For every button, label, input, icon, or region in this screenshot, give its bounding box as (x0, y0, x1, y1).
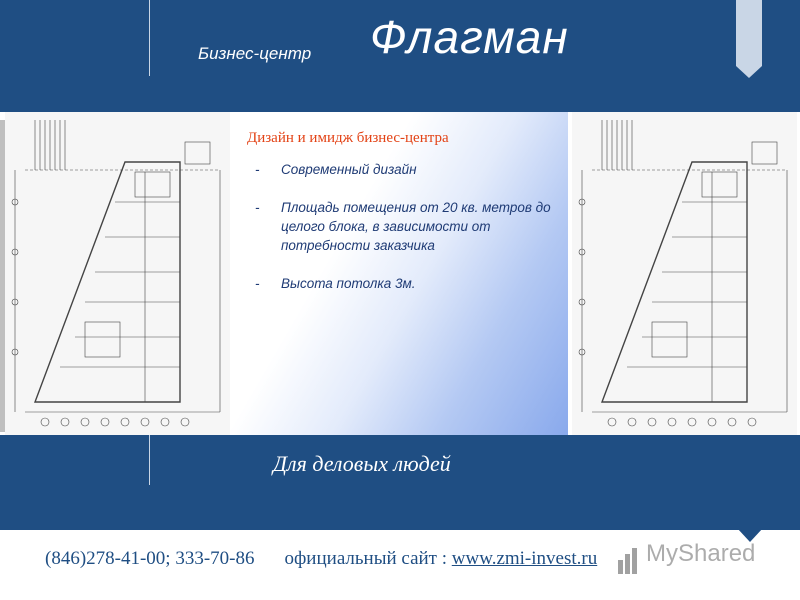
bullet-marker: - (255, 276, 260, 291)
watermark-text: MyShared (646, 540, 756, 567)
header-subtitle: Бизнес-центр (198, 44, 312, 63)
floor-plan-left (5, 112, 230, 435)
feature-list (255, 160, 555, 312)
bullet-marker: - (255, 200, 260, 215)
bookmark-icon (736, 0, 762, 78)
site-link[interactable]: www.zmi-invest.ru (451, 548, 598, 569)
footer-divider (149, 435, 150, 485)
list-item (255, 160, 555, 179)
tagline: Для деловых людей (273, 451, 451, 476)
site-label: официальный сайт : (284, 548, 448, 569)
floor-plan-right (572, 112, 797, 435)
header-divider (149, 0, 150, 76)
footer-band (0, 435, 800, 530)
bullet-marker: - (255, 162, 260, 177)
list-item (255, 274, 555, 293)
phone-numbers: (846)278-41-00; 333-70-86 (45, 548, 255, 569)
header-title: Флагман (370, 11, 569, 63)
list-item-text: Современный дизайн (281, 162, 417, 177)
list-item-text: Высота потолка 3м. (281, 276, 416, 291)
list-item-text: Площадь помещения от 20 кв. метров до целого блока, в зависимости от потребности заказчика (281, 200, 551, 253)
contacts-line (45, 548, 597, 570)
section-title: Дизайн и имидж бизнес-центра (247, 130, 449, 146)
list-item (255, 198, 555, 255)
